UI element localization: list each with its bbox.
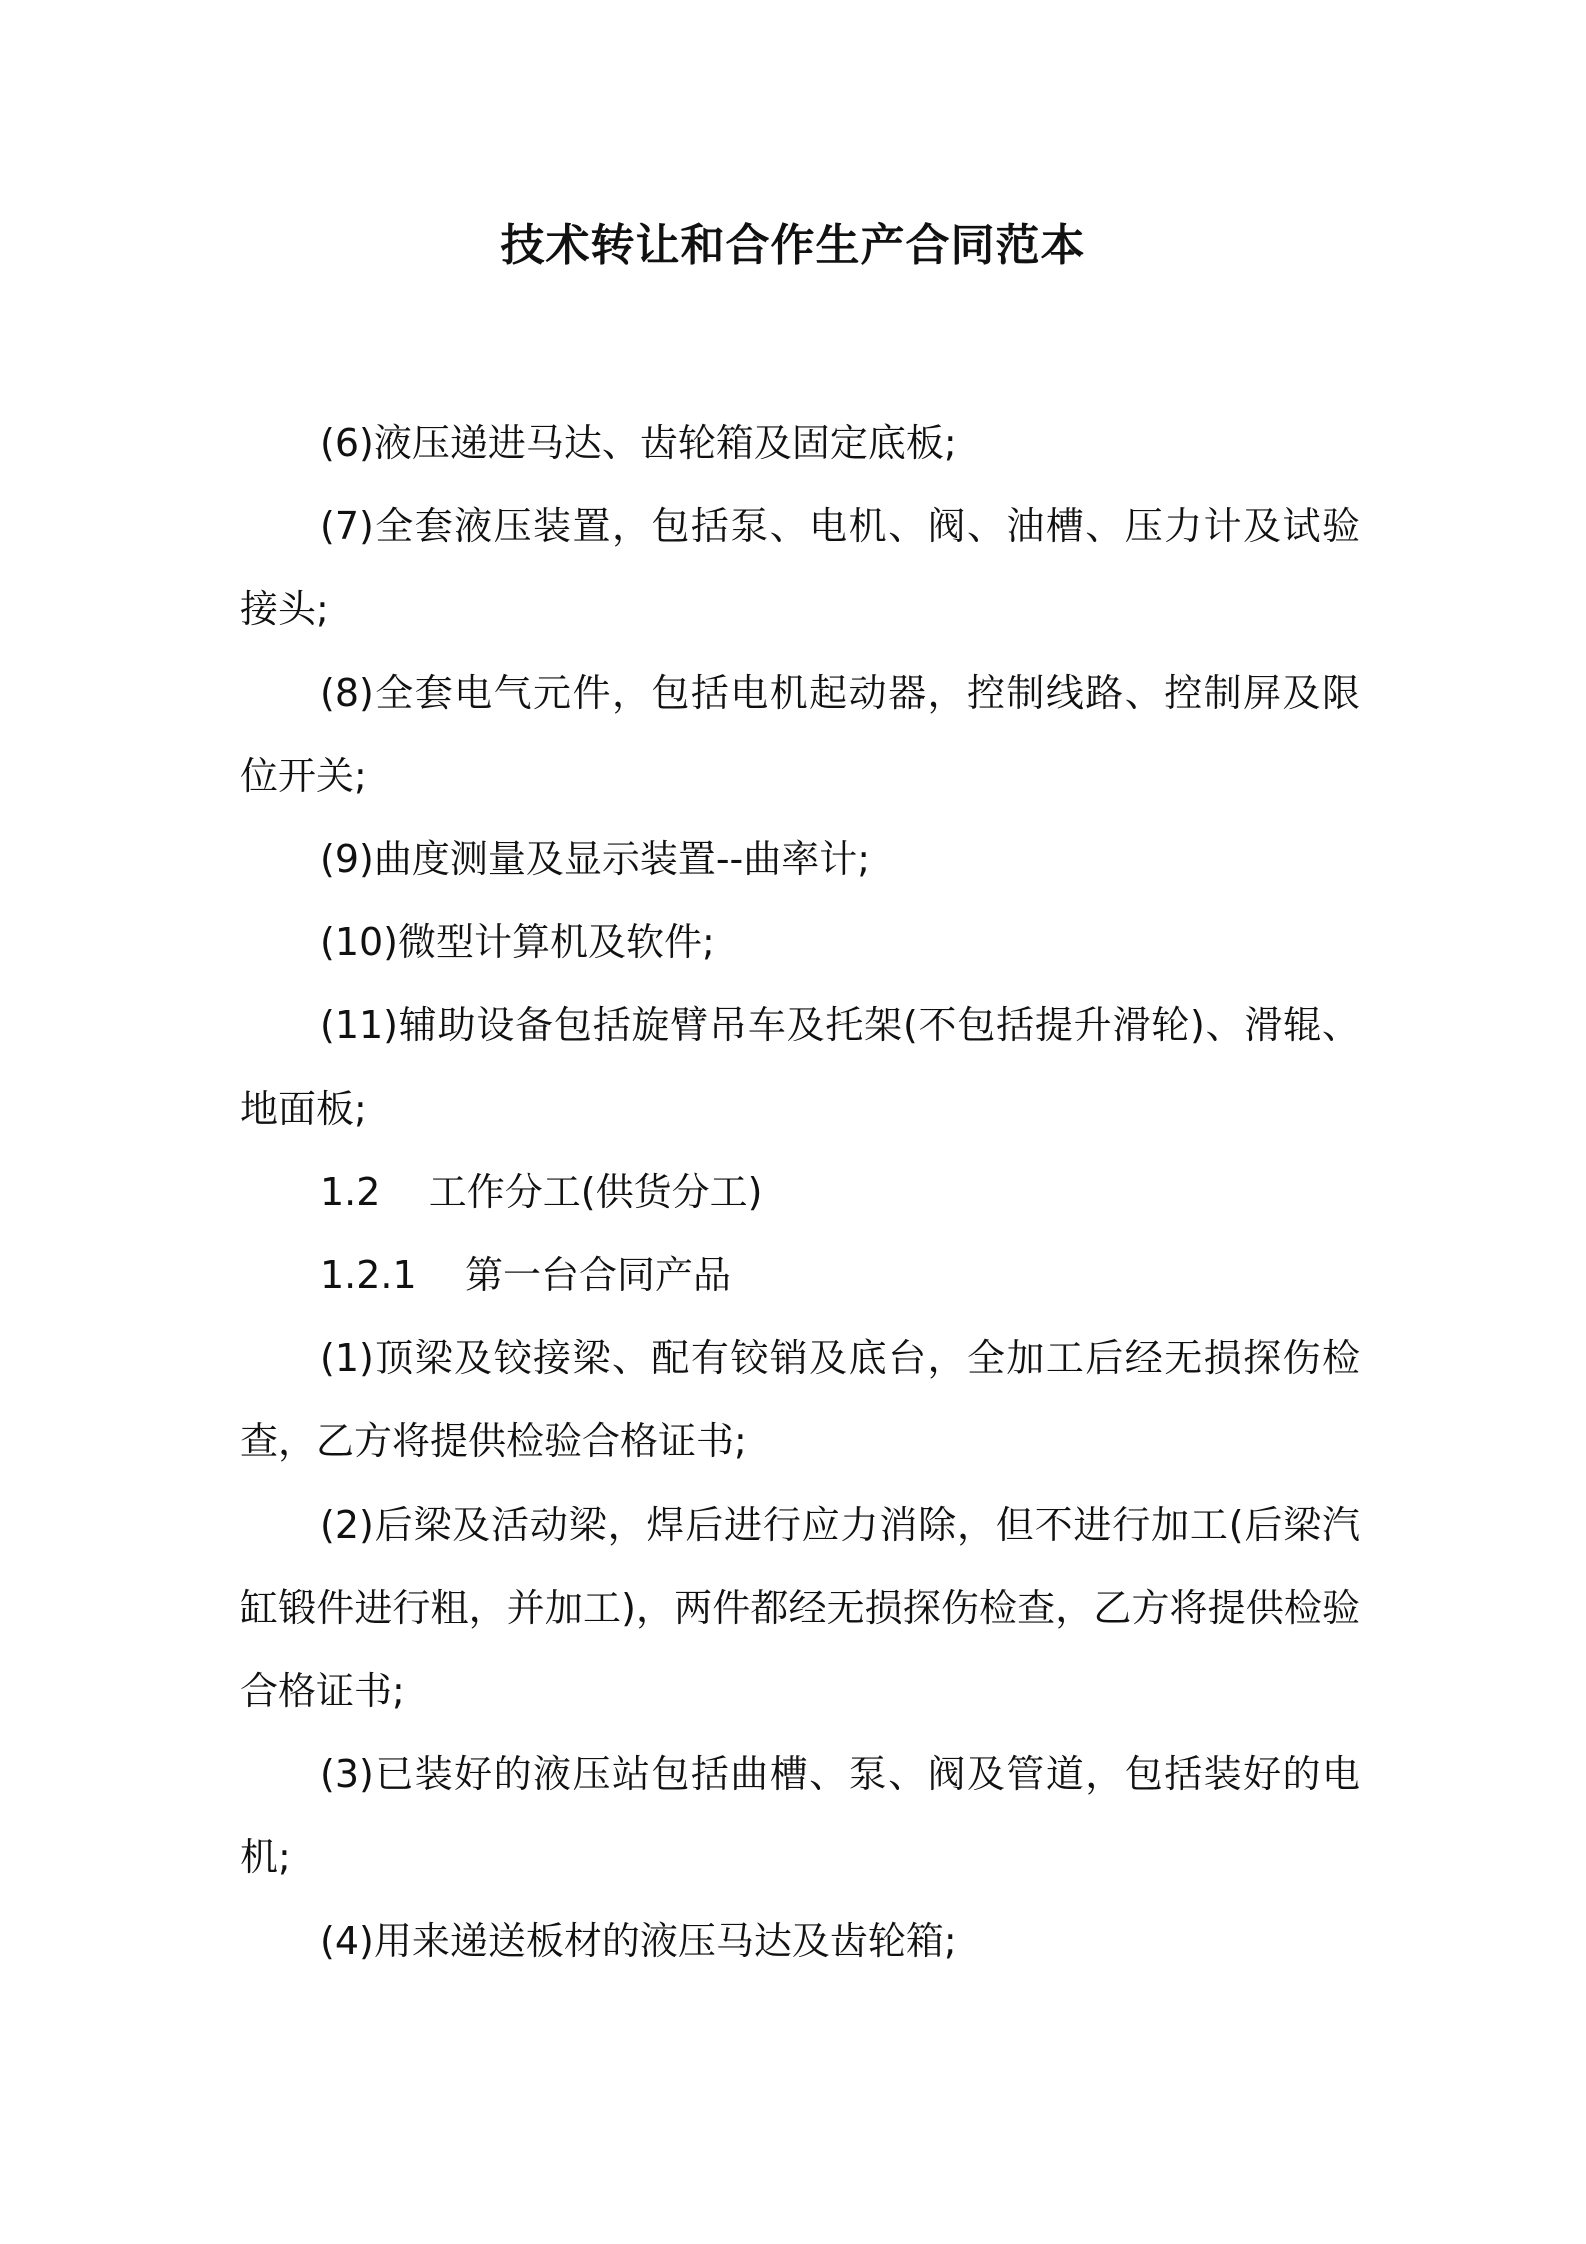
paragraph-item-9: (9)曲度测量及显示装置--曲率计;: [320, 837, 871, 882]
paragraph-item-6: (6)液压递进马达、齿轮箱及固定底板;: [320, 421, 957, 465]
paragraph-item-4: (4)用来递送板材的液压马达及齿轮箱;: [320, 1918, 957, 1963]
paragraph-item-2: (2)后梁及活动梁，焊后进行应力消除，但不进行加工(后梁汽缸锻件进行粗，并加工)，两件都经无损探伤检查，乙方将提供检验合格证书;: [240, 1502, 1360, 1714]
paragraph-item-10: (10)微型计算机及软件;: [320, 920, 715, 965]
paragraph-item-8: (8)全套电气元件，包括电机起动器，控制线路、控制屏及限位开关;: [240, 670, 1360, 798]
document-title: 技术转让和合作生产合同范本: [500, 220, 1086, 271]
paragraph-item-1: (1)顶梁及铰接梁、配有铰销及底台，全加工后经无损探伤检查，乙方将提供检验合格证书;: [240, 1336, 1360, 1464]
paragraph-item-7: (7)全套液压装置，包括泵、电机、阀、油槽、压力计及试验接头;: [240, 504, 1360, 632]
paragraph-item-3: (3)已装好的液压站包括曲槽、泵、阀及管道，包括装好的电机;: [240, 1752, 1360, 1880]
section-heading-1-2-1: 1.2.1 第一台合同产品: [320, 1253, 732, 1298]
section-heading-1-2: 1.2 工作分工(供货分工): [320, 1169, 763, 1214]
document-body: [240, 402, 1360, 1983]
paragraph-item-11: (11)辅助设备包括旋臂吊车及托架(不包括提升滑轮)、滑辊、地面板;: [240, 1003, 1360, 1131]
